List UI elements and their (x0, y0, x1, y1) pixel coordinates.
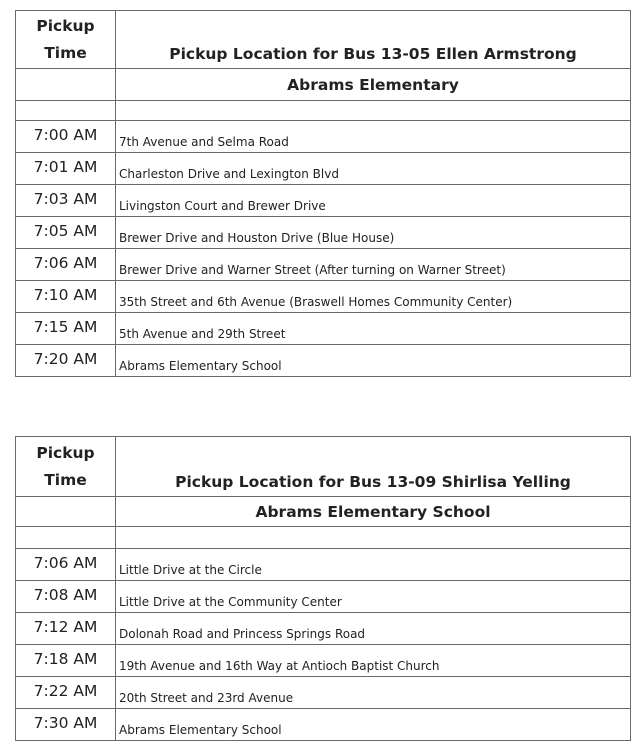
pickup-location: Abrams Elementary School (116, 345, 631, 377)
empty-cell (116, 101, 631, 121)
header-label-line1: Pickup (36, 443, 95, 462)
pickup-time-header (16, 437, 116, 497)
header-row (16, 11, 631, 69)
table-row (16, 281, 631, 313)
pickup-time: 7:15 AM (16, 313, 116, 345)
table-row (16, 677, 631, 709)
table-row (16, 153, 631, 185)
pickup-time: 7:30 AM (16, 709, 116, 741)
table-row (16, 645, 631, 677)
spacer-row (16, 527, 631, 549)
school-row (16, 497, 631, 527)
bus-13-09-schedule-table (15, 436, 631, 741)
pickup-time: 7:01 AM (16, 153, 116, 185)
pickup-location: Little Drive at the Circle (116, 549, 631, 581)
table-row (16, 345, 631, 377)
header-label-line2: Time (44, 43, 87, 62)
school-name: Abrams Elementary (116, 69, 631, 101)
pickup-time: 7:06 AM (16, 249, 116, 281)
empty-cell (116, 527, 631, 549)
pickup-time: 7:05 AM (16, 217, 116, 249)
pickup-location: Brewer Drive and Houston Drive (Blue House) (116, 217, 631, 249)
school-name: Abrams Elementary School (116, 497, 631, 527)
header-row (16, 437, 631, 497)
bus-13-05-schedule-table (15, 10, 631, 377)
table-row (16, 217, 631, 249)
spacer-row (16, 101, 631, 121)
bus-title-header: Pickup Location for Bus 13-05 Ellen Armstrong (116, 11, 631, 69)
school-row (16, 69, 631, 101)
header-label-line1: Pickup (36, 16, 95, 35)
table-row (16, 249, 631, 281)
header-label-line2: Time (44, 470, 87, 489)
empty-cell (16, 527, 116, 549)
pickup-location: Brewer Drive and Warner Street (After turning on Warner Street) (116, 249, 631, 281)
table-row (16, 613, 631, 645)
pickup-time: 7:00 AM (16, 121, 116, 153)
pickup-location: Dolonah Road and Princess Springs Road (116, 613, 631, 645)
pickup-time: 7:18 AM (16, 645, 116, 677)
pickup-location: 5th Avenue and 29th Street (116, 313, 631, 345)
pickup-location: Charleston Drive and Lexington Blvd (116, 153, 631, 185)
pickup-location: 19th Avenue and 16th Way at Antioch Baptist Church (116, 645, 631, 677)
pickup-time: 7:22 AM (16, 677, 116, 709)
pickup-location: 7th Avenue and Selma Road (116, 121, 631, 153)
table-row (16, 313, 631, 345)
pickup-location: 35th Street and 6th Avenue (Braswell Homes Community Center) (116, 281, 631, 313)
pickup-time-header (16, 11, 116, 69)
pickup-location: Little Drive at the Community Center (116, 581, 631, 613)
pickup-location: Abrams Elementary School (116, 709, 631, 741)
pickup-time: 7:20 AM (16, 345, 116, 377)
pickup-time: 7:03 AM (16, 185, 116, 217)
table-row (16, 581, 631, 613)
table-row (16, 709, 631, 741)
pickup-time: 7:06 AM (16, 549, 116, 581)
empty-cell (16, 101, 116, 121)
table-row (16, 549, 631, 581)
table-row (16, 121, 631, 153)
pickup-time: 7:12 AM (16, 613, 116, 645)
bus-title-header: Pickup Location for Bus 13-09 Shirlisa Yelling (116, 437, 631, 497)
pickup-time: 7:10 AM (16, 281, 116, 313)
pickup-location: 20th Street and 23rd Avenue (116, 677, 631, 709)
empty-cell (16, 69, 116, 101)
table-row (16, 185, 631, 217)
pickup-location: Livingston Court and Brewer Drive (116, 185, 631, 217)
empty-cell (16, 497, 116, 527)
pickup-time: 7:08 AM (16, 581, 116, 613)
